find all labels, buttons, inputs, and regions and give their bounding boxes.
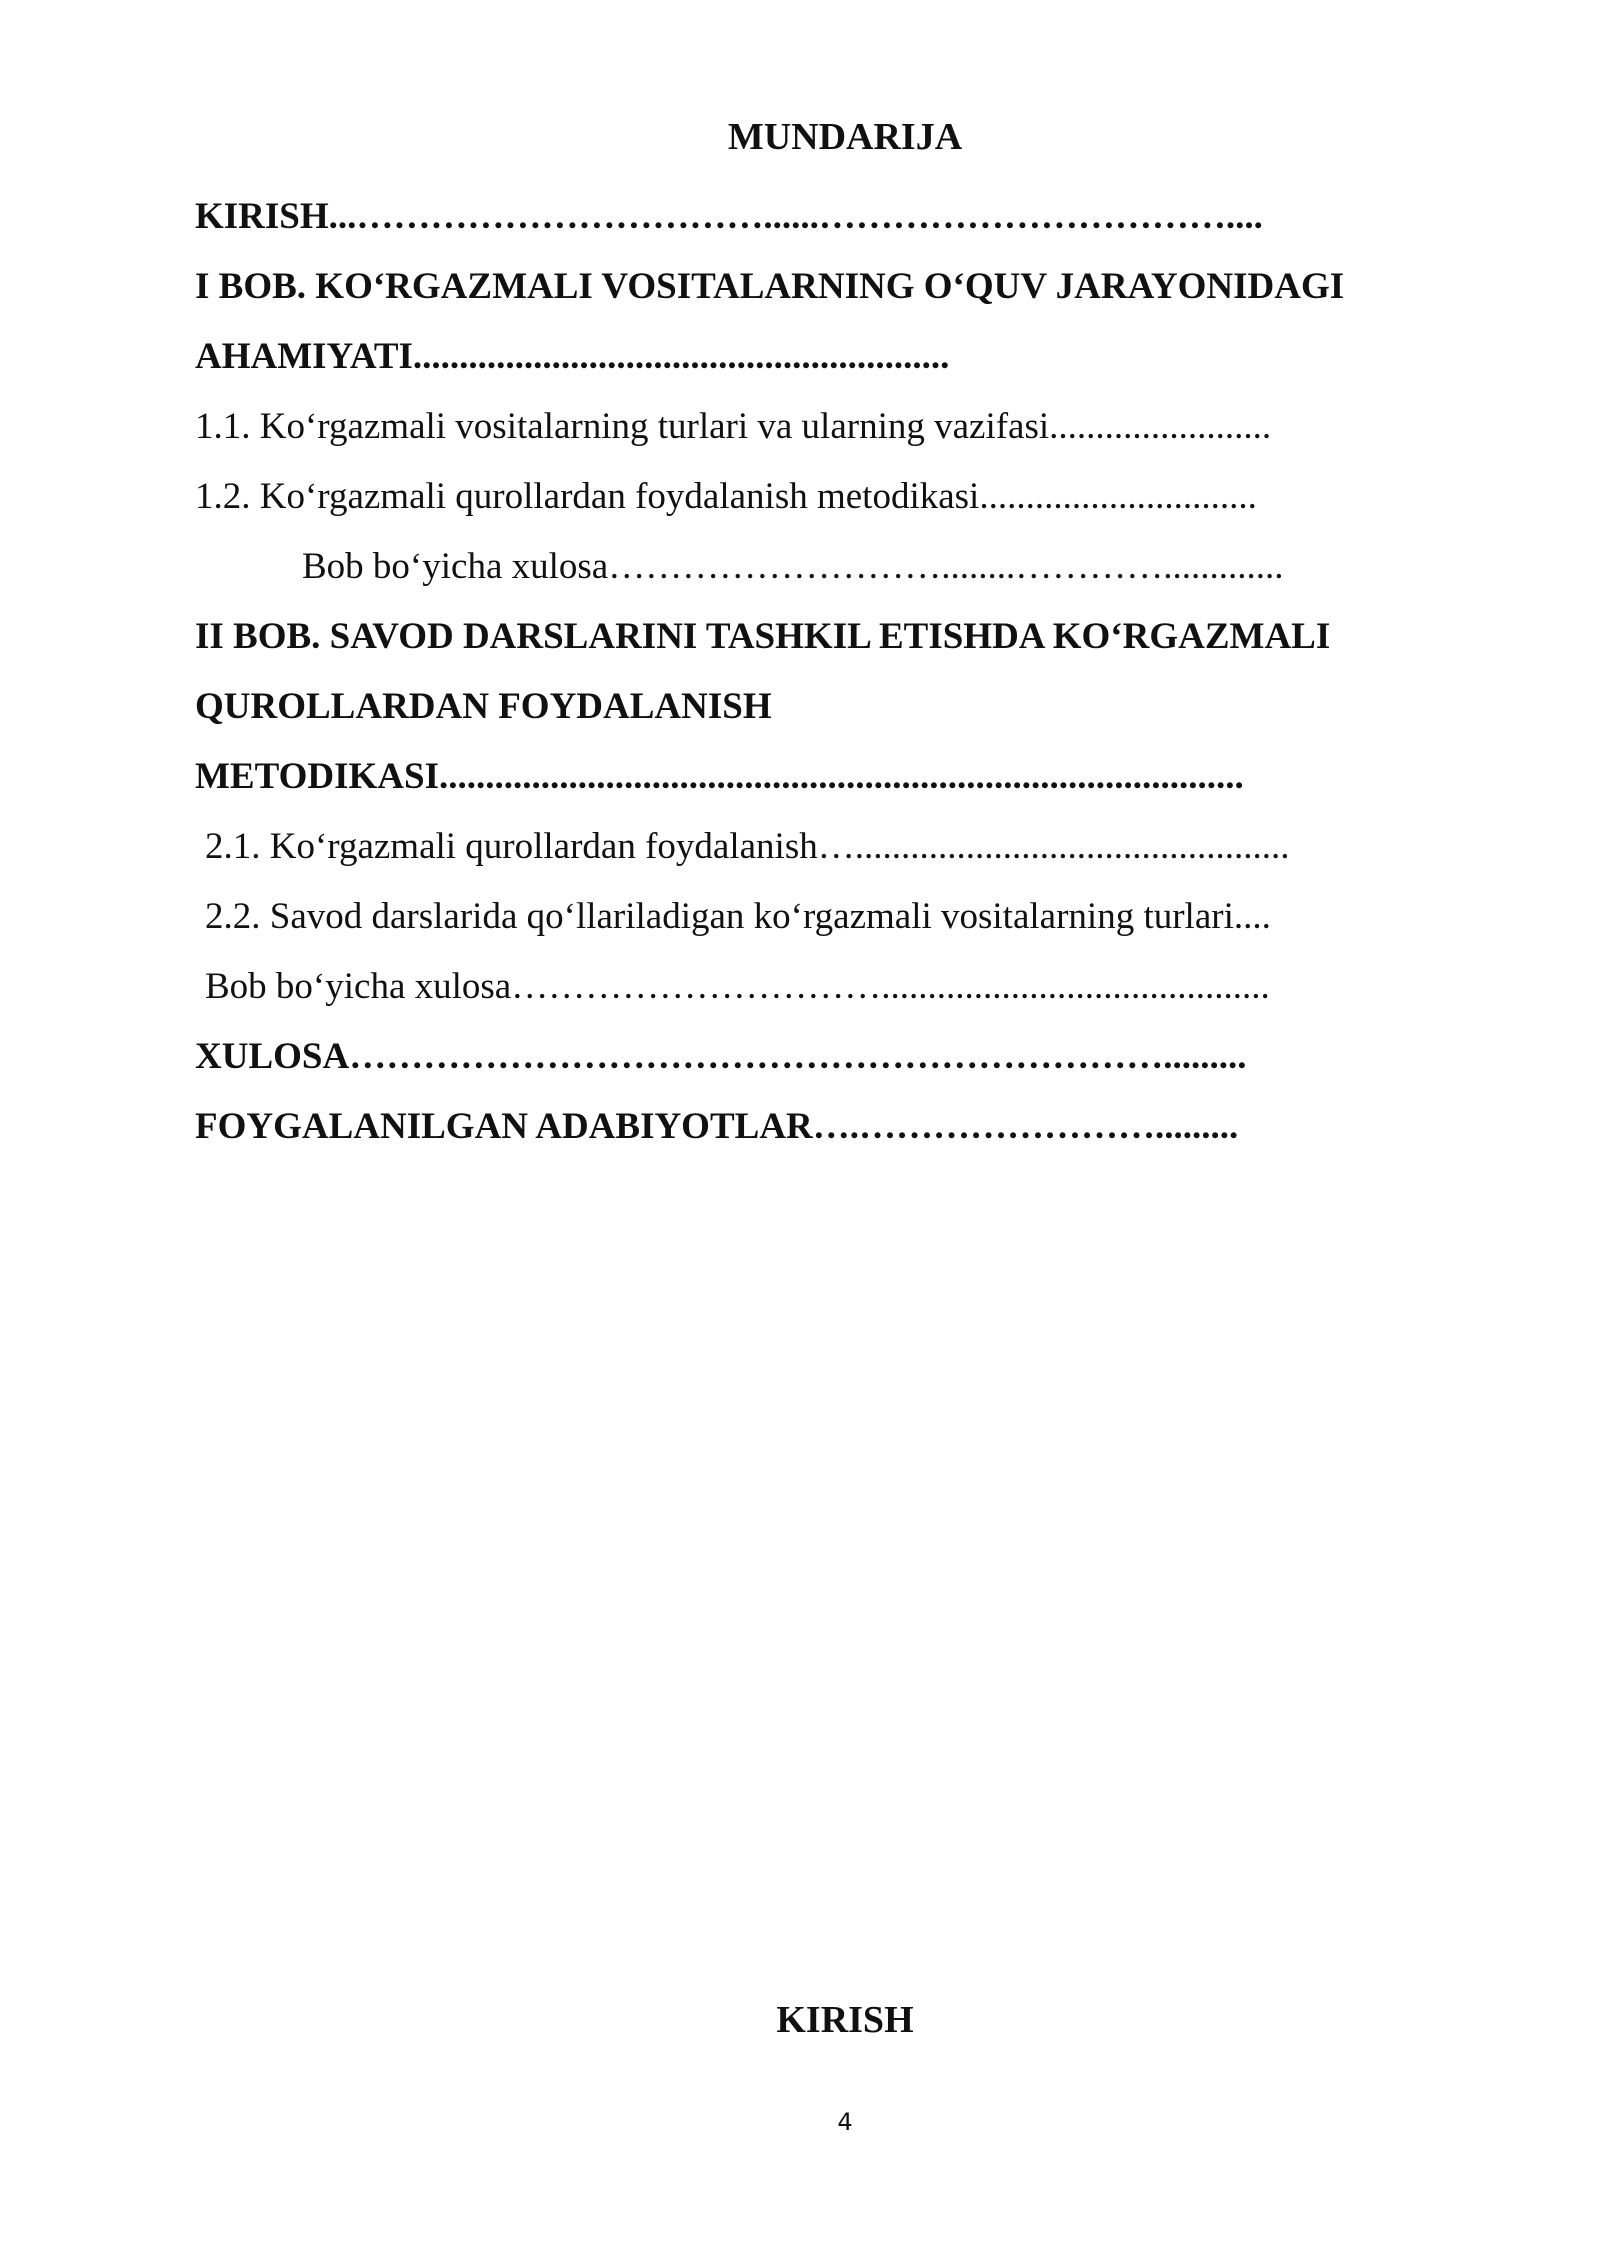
toc-entry: 2.2. Savod darslarida qo‘llariladigan ko‘rgazmali vositalarning turlari.... bbox=[205, 896, 1271, 937]
toc-heading: MUNDARIJA bbox=[727, 116, 963, 158]
toc-entry: AHAMIYATI.......................................................... bbox=[195, 336, 950, 377]
page-number: 4 bbox=[837, 2108, 853, 2136]
toc-entry: METODIKASI....................................................................................... bbox=[195, 756, 1244, 797]
toc-entry: Bob bo‘yicha xulosa………………………........…………............. bbox=[302, 546, 1284, 587]
toc-entry: II BOB. SAVOD DARSLARINI TASHKIL ETISHDA KO‘RGAZMALI bbox=[195, 616, 1331, 657]
toc-entry: I BOB. KO‘RGAZMALI VOSITALARNING O‘QUV JARAYONIDAGI bbox=[195, 266, 1345, 307]
toc-entry: Bob bo‘yicha xulosa………………………….......................................... bbox=[205, 966, 1270, 1007]
section-heading: KIRISH bbox=[776, 1999, 914, 2041]
toc-entry: XULOSA…………………………………………………………......... bbox=[195, 1036, 1247, 1077]
toc-entry: KIRISH...……………………………......…………………………….... bbox=[195, 196, 1263, 237]
toc-entry: 1.1. Ko‘rgazmali vositalarning turlari va ularning vazifasi........................ bbox=[195, 406, 1272, 447]
toc-entry: 1.2. Ko‘rgazmali qurollardan foydalanish metodikasi.............................. bbox=[195, 476, 1257, 517]
toc-entry: QUROLLARDAN FOYDALANISH bbox=[195, 686, 772, 727]
toc-entry: FOYGALANILGAN ADABIYOTLAR….……………………......... bbox=[195, 1106, 1239, 1147]
table-of-contents bbox=[195, 182, 1475, 1162]
toc-entry: 2.1. Ko‘rgazmali qurollardan foydalanish…............................................... bbox=[205, 826, 1290, 867]
